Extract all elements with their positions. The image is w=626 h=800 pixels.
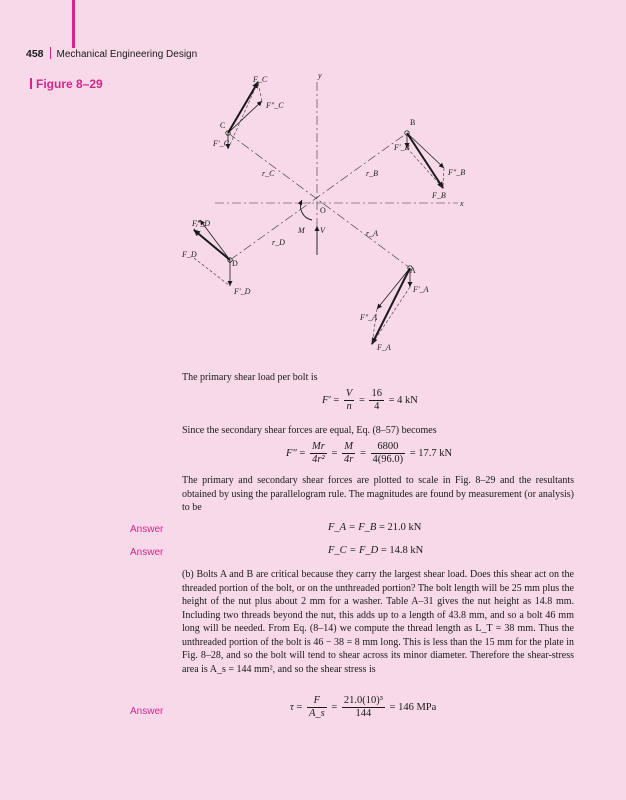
fb-label: F_B bbox=[432, 191, 446, 200]
bolt-b-label: B bbox=[410, 118, 416, 127]
force-fb-resultant bbox=[407, 133, 443, 188]
x-axis-label: x bbox=[460, 199, 464, 208]
parallelogram-c-2 bbox=[228, 82, 258, 149]
ra-label: r_A bbox=[366, 229, 378, 238]
shear-label: V bbox=[320, 226, 325, 235]
bolt-c-label: C bbox=[220, 121, 226, 130]
fd-label: F_D bbox=[182, 250, 197, 259]
origin-label: O bbox=[320, 206, 326, 215]
fa1-label: F′_A bbox=[413, 285, 429, 294]
fb1-label: F′_B bbox=[394, 143, 410, 152]
bolt-d-label: D bbox=[232, 259, 238, 268]
fa2-label: F″_A bbox=[360, 313, 378, 322]
force-fa-resultant bbox=[372, 268, 410, 344]
bolt-force-diagram bbox=[0, 0, 626, 360]
paragraph-primary-shear: The primary shear load per bolt is bbox=[182, 372, 318, 383]
rc-label: r_C bbox=[262, 169, 275, 178]
answer-label-3: Answer bbox=[130, 706, 164, 717]
parallelogram-a-2 bbox=[372, 287, 410, 344]
y-axis-label: y bbox=[318, 71, 322, 80]
parallelogram-b-1 bbox=[443, 168, 444, 188]
force-fd-resultant bbox=[194, 230, 230, 260]
fa-label: F_A bbox=[377, 343, 391, 352]
equation-shear-stress: τ = $\frac{F}{A\_s}$ = $\frac{\text{21.0(10)³}}{144}$ = 146 MPa bbox=[290, 695, 437, 719]
radius-line-ca bbox=[228, 133, 410, 268]
book-title: Mechanical Engineering Design bbox=[56, 49, 198, 60]
answer-label-2: Answer bbox=[130, 547, 164, 558]
rd-label: r_D bbox=[272, 238, 285, 247]
force-fc-resultant bbox=[228, 82, 258, 133]
fd1-label: F′_D bbox=[234, 287, 251, 296]
parallelogram-c-1 bbox=[258, 82, 262, 101]
paragraph-parallelogram: The primary and secondary shear forces are plotted to scale in Fig. 8–29 and the resultants obtained by using the parallelogram rule. The magnitudes are found by measurement (or analysis) to be bbox=[182, 475, 574, 513]
fc2-label: F″_C bbox=[266, 101, 284, 110]
equation-secondary-shear: F″ = $\frac{Mr}{\text{4r²}}$ = $\frac{M}{4r}$ = $\frac{6800}{4(96.0)}$ = 17.7 kN bbox=[286, 441, 453, 465]
moment-label: M bbox=[298, 226, 305, 235]
bolt-a-label: A bbox=[410, 266, 416, 275]
fd2-label: F″_D bbox=[192, 219, 210, 228]
fc-label: F_C bbox=[253, 75, 268, 84]
answer-label-1: Answer bbox=[130, 524, 164, 535]
figure-label: Figure 8–29 bbox=[30, 77, 103, 91]
paragraph-bolt-analysis: (b) Bolts A and B are critical because they carry the largest shear load. Does this shear act on the threaded portion of the bolt, or on the unthreaded portion? The bolt length will be 25 mm plus the height of the nut plus about 2 mm for a washer. Table A–31 gives the nut height as 14.8 mm. Including two threads beyond the nut, this adds up to a length of 43.8 mm, and so a bolt 46 mm long will be needed. From Eq. (8–14) we compute the thread length as L_T = 38 mm. Thus the unthreaded portion of the bolt is 46 − 38 = 8 mm long. This is less than the 15 mm for the plate in Fig. 8–28, and so the bolt will tend to shear across its minor diameter. Therefore the shear-stress area is A_s = 144 mm², and so the shear stress is bbox=[182, 569, 574, 675]
fb2-label: F″_B bbox=[448, 168, 466, 177]
radius-line-db bbox=[230, 133, 407, 260]
paragraph-secondary-shear: Since the secondary shear forces are equal, Eq. (8–57) becomes bbox=[182, 425, 437, 436]
fc1-label: F′_C bbox=[213, 139, 229, 148]
answer-fa-fb: F_A = F_B = 21.0 kN bbox=[328, 522, 422, 533]
parallelogram-b-2 bbox=[407, 148, 443, 188]
page-number: 458 bbox=[26, 48, 44, 60]
parallelogram-d-2 bbox=[194, 258, 230, 286]
equation-primary-shear: F′ = $\frac{V}{n}$ = $\frac{16}{4}$ = 4 kN bbox=[322, 388, 418, 412]
rb-label: r_B bbox=[366, 169, 378, 178]
answer-fc-fd: F_C = F_D = 14.8 kN bbox=[328, 545, 424, 556]
